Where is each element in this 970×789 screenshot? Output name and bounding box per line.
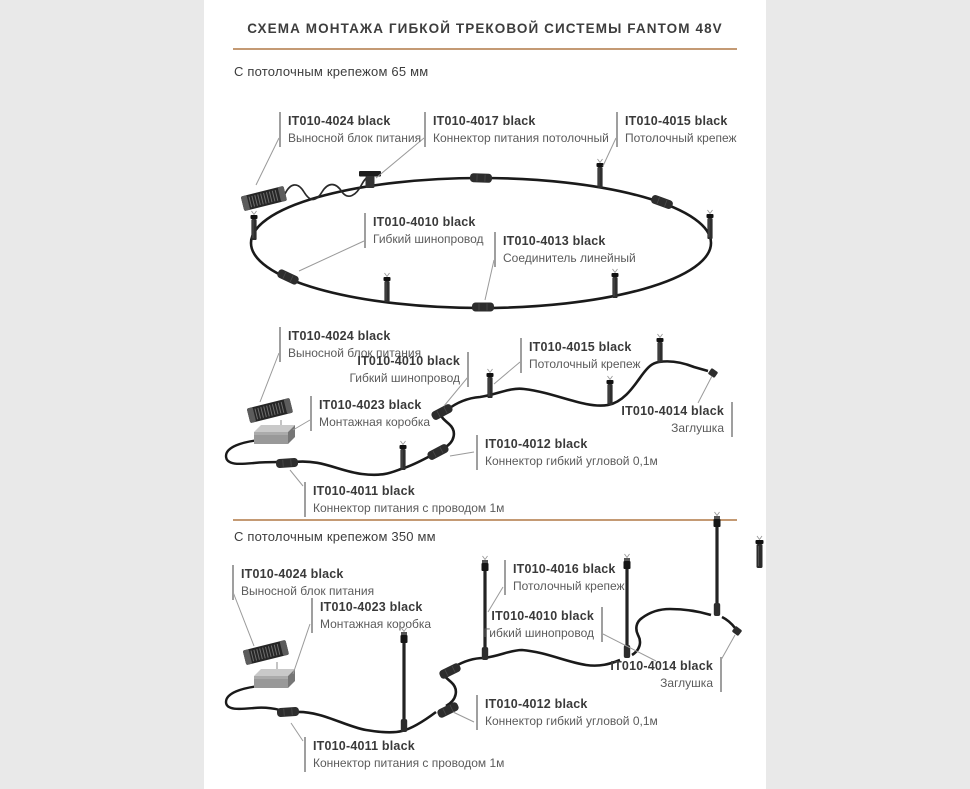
ceiling-mount-icon — [384, 273, 391, 302]
part-code: IT010-4015 black — [529, 340, 632, 354]
part-desc: Монтажная коробка — [319, 415, 431, 429]
part-label-4011 — [304, 737, 504, 772]
spare-mount-piece-icon — [756, 536, 764, 568]
document-page — [204, 0, 766, 789]
power-feed-connector-icon — [277, 707, 300, 718]
part-code: IT010-4015 black — [625, 114, 728, 128]
part-label-4024 — [232, 565, 374, 600]
part-code: IT010-4010 black — [373, 215, 476, 229]
corner-connector-icon — [426, 443, 450, 461]
part-desc: Гибкий шинопровод — [483, 626, 594, 640]
part-desc: Коннектор гибкий угловой 0,1м — [485, 714, 658, 728]
part-code: IT010-4014 black — [621, 404, 724, 418]
power-feed-connector-icon — [276, 458, 299, 469]
part-label-4014 — [610, 657, 722, 692]
section-heading-65mm: С потолочным крепежом 65 мм — [234, 64, 429, 79]
ceiling-mount-350-icon — [401, 628, 408, 732]
part-code: IT010-4023 black — [320, 600, 423, 614]
part-label-4010 — [364, 213, 484, 248]
part-code: IT010-4012 black — [485, 697, 588, 711]
part-label-4017 — [424, 112, 609, 147]
power-supply-icon — [243, 640, 289, 665]
part-label-4015 — [616, 112, 737, 147]
linear-connector-icon — [470, 173, 492, 183]
part-label-4014 — [621, 402, 733, 437]
part-desc: Выносной блок питания — [288, 131, 422, 145]
part-code: IT010-4013 black — [503, 234, 606, 248]
section-heading-350mm: С потолочным крепежом 350 мм — [234, 529, 436, 544]
ceiling-mount-icon — [251, 211, 258, 240]
ceiling-mount-icon — [657, 334, 664, 363]
part-code: IT010-4011 black — [313, 739, 415, 753]
part-desc: Потолочный крепеж — [625, 131, 737, 145]
part-desc: Гибкий шинопровод — [349, 371, 460, 385]
linear-connector-icon — [472, 303, 494, 312]
part-code: IT010-4024 black — [288, 329, 391, 343]
end-cap-icon — [708, 368, 719, 378]
power-cord — [226, 686, 280, 710]
part-desc: Коннектор питания потолочный — [433, 131, 609, 145]
linear-connector-icon — [276, 268, 300, 285]
part-desc: Заглушка — [671, 421, 724, 435]
part-code: IT010-4016 black — [513, 562, 616, 576]
part-code: IT010-4012 black — [485, 437, 588, 451]
part-desc: Соединитель линейный — [503, 251, 636, 265]
part-label-4011 — [304, 482, 504, 517]
page-title: СХЕМА МОНТАЖА ГИБКОЙ ТРЕКОВОЙ СИСТЕМЫ FANTOM 48V — [247, 21, 723, 36]
part-label-4016 — [504, 560, 625, 595]
ceiling-mount-icon — [487, 369, 494, 398]
ceiling-mount-icon — [607, 376, 614, 405]
part-code: IT010-4014 black — [610, 659, 713, 673]
part-desc: Заглушка — [660, 676, 713, 690]
part-code: IT010-4010 black — [491, 609, 594, 623]
part-label-4013 — [494, 232, 636, 267]
part-desc: Гибкий шинопровод — [373, 232, 484, 246]
part-desc: Коннектор гибкий угловой 0,1м — [485, 454, 658, 468]
part-label-4023 — [311, 598, 431, 633]
power-supply-icon — [247, 398, 293, 423]
power-supply-icon — [241, 186, 287, 211]
mounting-box-icon — [254, 425, 295, 444]
part-label-4024 — [279, 112, 421, 147]
ceiling-mount-icon — [400, 441, 407, 470]
part-desc: Потолочный крепеж — [513, 579, 625, 593]
part-code: IT010-4024 black — [288, 114, 391, 128]
part-label-4010 — [483, 607, 603, 642]
part-desc: Коннектор питания с проводом 1м — [313, 756, 505, 770]
part-desc: Монтажная коробка — [320, 617, 432, 631]
part-desc: Выносной блок питания — [288, 346, 422, 360]
part-label-4015 — [520, 338, 641, 373]
part-label-4023 — [310, 396, 430, 431]
part-desc: Потолочный крепеж — [529, 357, 641, 371]
part-code: IT010-4011 black — [313, 484, 415, 498]
ceiling-mount-350-icon — [714, 512, 721, 616]
part-code: IT010-4010 black — [357, 354, 460, 368]
part-desc: Коннектор питания с проводом 1м — [313, 501, 505, 515]
part-desc: Выносной блок питания — [241, 584, 375, 598]
ceiling-mount-icon — [707, 210, 714, 239]
mounting-box-icon — [254, 669, 295, 688]
part-label-4010 — [349, 352, 469, 387]
ceiling-mount-icon — [597, 159, 604, 188]
part-label-4012 — [476, 695, 658, 730]
corner-connector-icon — [438, 662, 462, 680]
part-label-4012 — [476, 435, 658, 470]
linear-connector-icon — [650, 194, 674, 210]
ceiling-mount-icon — [612, 269, 619, 298]
part-code: IT010-4023 black — [319, 398, 422, 412]
part-code: IT010-4017 black — [433, 114, 536, 128]
part-code: IT010-4024 black — [241, 567, 344, 581]
